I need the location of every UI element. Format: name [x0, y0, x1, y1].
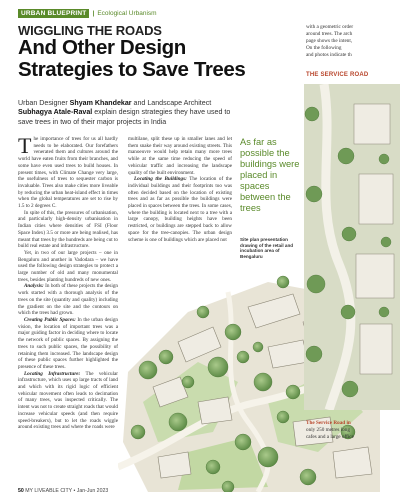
paragraph: [18, 133, 118, 210]
paragraph-text: In the urban design vision, the location of important trees was a major guiding factor in deciding where to locate the network of public spaces. By assigning the trees to such public spaces, the possibility of retaining them increased. The landscape design of these public spaces further highlighted the presence of these trees.: [18, 316, 118, 370]
page-folio: [18, 488, 108, 494]
author-designer: Shyam Khandekar: [69, 99, 132, 107]
paragraph-lead: Analysis:: [24, 283, 44, 290]
article-standfirst: [18, 99, 236, 127]
paragraph-text: The location of the individual buildings and their footprints too was often decided based on the location of existing trees and as far as possible the buildings were placed in spaces between the trees. In some cases, where the building is located next to a tree with a large canopy, building heights have been restricted, or buildings are stepped back to allow space for the tree-canopies. The urban design scheme is one of buildings which are placed not: [128, 176, 232, 243]
article-headline: And Other Design Strategies to Save Trees: [18, 36, 246, 81]
article-kicker: WIGGLING THE ROADS: [18, 23, 162, 38]
paragraph: [128, 176, 232, 243]
facing-line: and photos indicate th: [306, 52, 352, 58]
section-label: URBAN BLUEPRINT: [18, 9, 89, 18]
facing-line: [306, 420, 400, 427]
paragraph-text: The vehicular infrastructure, which uses up large tracts of land and which with its rigid logic of efficient vehicular movement often leads to decimation of many trees, was inspected critically. The intent was not to create straight roads that would increase vehicular speeds (and then require speed-breakers), but to let the roads wiggle around existing trees and where the roads were: [18, 370, 118, 431]
facing-line: with a geometric order: [306, 24, 354, 30]
author-architect: Subhagya Atale-Raval: [18, 108, 93, 117]
facing-line: only 250 metres long: [306, 427, 350, 433]
section-tag: [18, 9, 157, 18]
paragraph: Yet, in two of our large projects – one in Bengaluru and another in Vadodara – we have used the following design strategies to protect a large number of old and many monumental trees, besides planting hundreds of new ones.: [18, 249, 118, 283]
facing-page-heading: THE SERVICE ROAD: [306, 72, 369, 78]
magazine-name: MY LIVEABLE CITY: [25, 488, 73, 494]
plan-caption: Site plan presentation drawing of the retail and incubation area of Bengaluru: [240, 237, 294, 259]
paragraph: [18, 317, 118, 371]
section-separator: |: [92, 10, 95, 17]
facing-line: page shows the intent,: [306, 38, 353, 44]
paragraph: [18, 371, 118, 431]
issue-date: Jan-Jun 2023: [76, 488, 109, 494]
folio-separator: •: [73, 488, 76, 494]
standfirst-suffix: explain design strategies they have used to save trees in two of their major projects in India: [18, 108, 231, 126]
standfirst-prefix: Urban Designer: [18, 99, 70, 107]
paragraph-lead: Creating Public Spaces:: [24, 316, 76, 323]
facing-page-caption: [306, 420, 400, 441]
facing-caption-lead: The Service Road in: [306, 420, 351, 426]
paragraph-lead: Locating the Buildings:: [134, 176, 187, 183]
facing-line: On the following: [306, 45, 342, 51]
drop-cap: T: [18, 133, 32, 158]
standfirst-middle: and Landscape Architect: [131, 99, 212, 107]
service-road-plan-image: [304, 84, 400, 410]
pull-quote: As far as possible the buildings were placed in spaces between the trees: [240, 137, 300, 213]
body-column-2: [128, 136, 232, 243]
paragraph-text: In both of these projects the design work started with a thorough analysis of the trees on the site (quantity and quality) including the gradient on the site and the contours on which the trees had grown.: [18, 283, 118, 317]
paragraph: In spite of this, the pressures of urbanisation, and particularly high-density urbanisation in Indian cities where densities of FSI (Floor Space Index) 3.5 or more are being realised, has meant that trees by the hundreds are being cut to build real estate and infrastructure.: [18, 209, 118, 250]
paragraph: [18, 283, 118, 317]
page-number: 50: [18, 488, 24, 494]
paragraph-lead: Locating Infrastructure:: [24, 370, 81, 377]
paragraph: multilane, split these up in smaller lanes and let them snake their way around existing streets. This manoeuvre would help retain many more trees while at the same time reducing the speed of vehicular traffic and increasing the landscape quality of the built environment.: [128, 136, 232, 176]
body-column-1: [18, 133, 118, 431]
paragraph-text: he importance of trees for us all hardly needs to be elaborated. Our forefathers venerated them and cultures around the world have eaten fruits from their branches, and some have even used trees to build houses. In present times, with Climate Change very large, the usefulness of trees to sequester carbon is invaluable. Trees also make cities more liveable by reducing the urban heat-island effect in times when the global temperatures are set to rise by 1.5 to 2 degrees C.: [18, 136, 118, 210]
subsection-label: Ecological Urbanism: [97, 10, 157, 17]
facing-line: around trees. The arch: [306, 31, 353, 37]
facing-line: cafes and a large office: [306, 434, 354, 440]
facing-page-text: [306, 24, 400, 59]
